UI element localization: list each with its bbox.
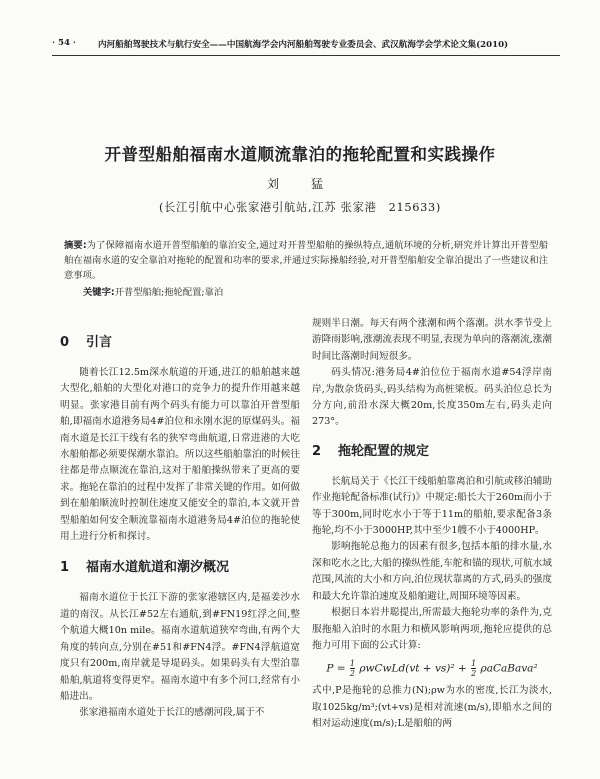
paragraph: 式中,P是拖轮的总推力(N);ρw为水的密度,长江为淡水,取1025kg/m³;(vt+vs)是相对流速(m/s),即船水之间的相对运动速度(m/s);L是船舶的两 — [312, 685, 552, 730]
paragraph: 张家港福南水道处于长江的感潮河段,属于不 — [79, 707, 265, 719]
abstract — [64, 238, 548, 283]
tug-force-formula: P = $\frac{1}{2}$ ρwCwLd(vt + vs)² + $\frac{1}{2}$ ρaCaBava² — [326, 659, 538, 679]
section-number: 1 — [60, 560, 70, 576]
left-column — [60, 322, 300, 722]
section-heading-2 — [312, 443, 552, 461]
section-title: 引言 — [86, 335, 113, 350]
abstract-label: 摘要: — [64, 240, 87, 251]
section-title: 拖轮配置的规定 — [338, 443, 430, 459]
paragraph: 随着长江12.5m深水航道的开通,进江的船舶越来越大型化,船舶的大型化对港口的竞争力的提升作用越来越明显。张家港目前有两个码头有能力可以靠泊开普型船舶,即福南水道港务局4#泊位和永刚水泥的原煤码头。福南水道是长江干线有名的狭窄弯曲航道,日常进港的大吃水船舶都必须要保潮水靠泊。所以这些船舶靠泊的时候往往都是带点顺流在靠泊,这对于船舶操纵带来了更高的要求。拖轮在靠泊的过程中发挥了非常关键的作用。如何做到在船舶顺流时控制住速度又能安全的靠泊,本文就开普型船舶如何安全顺流靠福南水道港务局4#泊位的拖轮使用上进行分析和探讨。 — [60, 367, 300, 543]
keywords-label: 关键字: — [83, 287, 115, 298]
affiliation: (长江引航中心张家港引航站,江苏 张家港 215633) — [158, 201, 442, 214]
section-number: 0 — [60, 335, 70, 350]
paragraph: 码头情况:港务局4#泊位位于福南水道#54浮岸南岸,为散杂货码头,码头结构为高桩梁板。码头泊位总长为分方向,前沿水深大概20m,长度350m左右,码头走向273°。 — [312, 367, 552, 428]
section-heading-1 — [60, 559, 300, 577]
page-number: · 54 · — [52, 38, 76, 48]
paragraph: 影响拖轮总拖力的因素有很多,包括本船的排水量,水深和吃水之比,大船的操纵性能,车舵和锚的现状,可航水域范围,风流的大小和方向,泊位现状靠离的方式,码头的强度和最大允许靠泊速度及船舶避让,周围环境等因素。 — [312, 541, 552, 602]
running-header — [52, 38, 560, 56]
author: 刘 猛 — [266, 177, 333, 191]
abstract-text: 为了保障福南水道开普型船舶的靠泊安全,通过对开普型船舶的操纵特点,通航环境的分析,研究并计算出开普型船舶在福南水道的安全靠泊对拖轮的配置和功率的要求,并通过实际操船经验,对开普型船舶安全靠泊提出了一些建议和注意事项。 — [64, 240, 548, 281]
paragraph: 福南水道位于长江下游的张家港辖区内,是福姜沙水道的南汊。从长江#52左右通航,到#FN19红浮之间,整个航道大概10n mile。福南水道航道狭窄弯曲,有两个大角度的转向点,分别在#51和#FN4浮。#FN4浮航道宽度只有200m,南岸就是导堤码头。如果码头有大型泊靠船舶,航道将变得更窄。福南水道中有多个河口,经常有小船进出。 — [60, 592, 300, 702]
right-column — [312, 316, 552, 733]
fraction: $\frac{1}{2}$ — [471, 659, 477, 679]
paper-title: 开普型船舶福南水道顺流靠泊的拖轮配置和实践操作 — [104, 145, 496, 164]
journal-name: 内河船舶驾驶技术与航行安全——中国航海学会内河船舶驾驶专业委员会、武汉航海学会学术论文集(2010) — [97, 40, 509, 50]
keywords — [83, 284, 543, 298]
keywords-text: 开普型船舶;拖轮配置;靠泊 — [114, 287, 224, 298]
paragraph: 规则半日潮。每天有两个涨潮和两个落潮。洪水季节受上游降雨影响,涨潮流表现不明显,表现为单向的落潮流,涨潮时间比落潮时间短很多。 — [312, 318, 552, 362]
paragraph: 根据日本岩井聪提出,所需最大拖轮功率的条件为,克服拖船入泊时的水阻力和横风影响两项,拖轮应提供的总拖力可用下面的公式计算: — [312, 607, 552, 651]
paragraph: 长航局关于《长江干线船舶靠离泊和引航或移泊辅助作业拖轮配备标准(试行)》中规定:船长大于260m而小于等于300m,同时吃水小于等于11m的船舶,要求配备3条拖轮,均不小于3000HP,其中至少1艘不小于4000HP。 — [312, 475, 552, 537]
section-number: 2 — [312, 443, 322, 459]
section-heading-0 — [60, 334, 300, 352]
section-title: 福南水道航道和潮汐概况 — [86, 560, 230, 576]
fraction: $\frac{1}{2}$ — [349, 659, 355, 679]
